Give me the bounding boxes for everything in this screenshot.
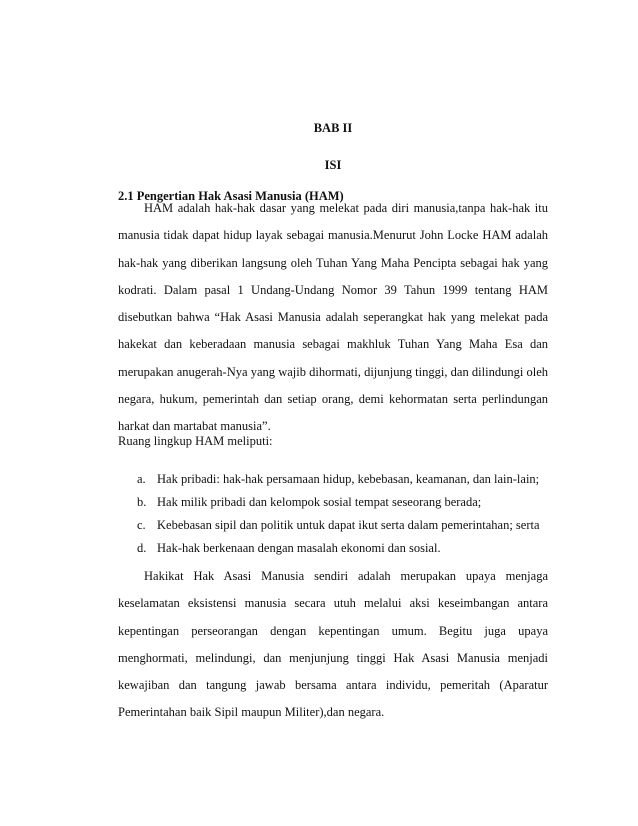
list-item-text: Hak milik pribadi dan kelompok sosial tempat seseorang berada;	[157, 495, 482, 509]
scope-list	[118, 468, 558, 560]
list-item	[118, 491, 558, 514]
scope-intro-paragraph: Ruang lingkup HAM meliputi:	[118, 434, 273, 448]
list-item	[118, 537, 558, 560]
section-heading: 2.1 Pengertian Hak Asasi Manusia (HAM)	[118, 189, 344, 203]
essence-paragraph: Hakikat Hak Asasi Manusia sendiri adalah merupakan upaya menjaga keselamatan eksistensi manusia secara utuh melalui aksi keseimbangan antara kepentingan perseorangan dengan kepentingan umum. Begitu juga upaya menghormati, melindungi, dan menjunjung tinggi Hak Asasi Manusia menjadi kewajiban dan tangung jawab bersama antara individu, pemeritah (Aparatur Pemerintahan baik Sipil maupun Militer),dan negara.	[118, 569, 548, 720]
list-item-text: Kebebasan sipil dan politik untuk dapat ikut serta dalam pemerintahan; serta	[157, 518, 540, 532]
list-item	[118, 514, 558, 537]
list-item-marker: d.	[137, 541, 147, 555]
list-item-marker: c.	[137, 518, 146, 532]
list-item-text: Hak-hak berkenaan dengan masalah ekonomi dan sosial.	[157, 541, 441, 555]
list-item-marker: b.	[137, 495, 147, 509]
list-item-marker: a.	[137, 472, 146, 486]
list-item-text: Hak pribadi: hak-hak persamaan hidup, kebebasan, keamanan, dan lain-lain;	[157, 472, 540, 486]
chapter-number: BAB II	[313, 121, 353, 135]
chapter-title: ISI	[324, 158, 342, 172]
definition-paragraph: HAM adalah hak-hak dasar yang melekat pada diri manusia,tanpa hak-hak itu manusia tidak dapat hidup layak sebagai manusia.Menurut John Locke HAM adalah hak-hak yang diberikan langsung oleh Tuhan Yang Maha Pencipta sebagai hak yang kodrati. Dalam pasal 1 Undang-Undang Nomor 39 Tahun 1999 tentang HAM disebutkan bahwa “Hak Asasi Manusia adalah seperangkat hak yang melekat pada hakekat dan keberadaan manusia sebagai makhluk Tuhan Yang Maha Esa dan merupakan anugerah-Nya yang wajib dihormati, dijunjung tinggi, dan dilindungi oleh negara, hukum, pemerintah dan setiap orang, demi kehormatan serta perlindungan harkat dan martabat manusia”.	[118, 201, 548, 434]
list-item	[118, 468, 558, 491]
